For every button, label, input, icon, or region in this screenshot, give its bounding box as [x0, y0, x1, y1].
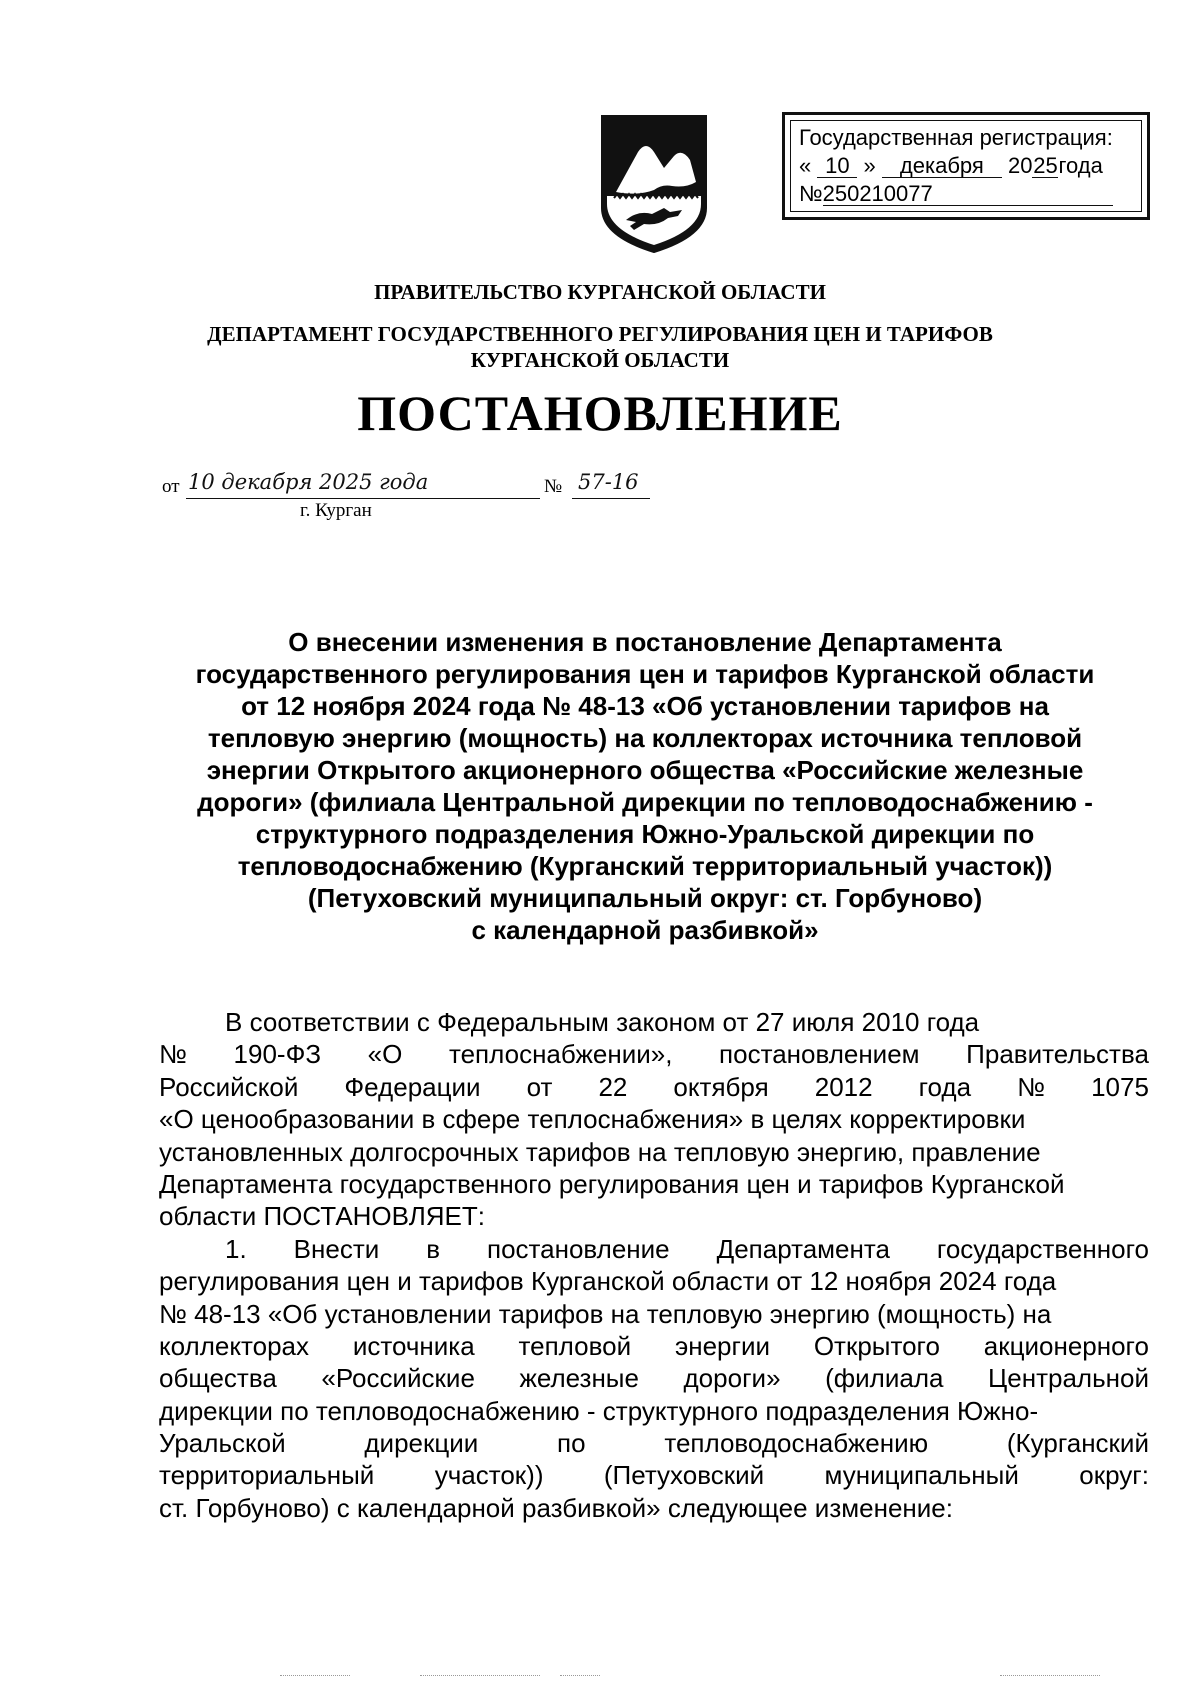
- subject-line: структурного подразделения Южно-Уральской дирекции по: [255, 819, 1035, 849]
- coat-of-arms-emblem: [598, 112, 710, 258]
- body-word: 2012: [814, 1071, 873, 1102]
- body-line: «О ценообразовании в сфере теплоснабжения» в целях корректировки: [159, 1104, 1026, 1135]
- body-word: железные: [519, 1363, 639, 1394]
- body-line-justified: [159, 1362, 1149, 1394]
- body-line-justified: [159, 1459, 1149, 1491]
- body-line: В соответствии с Федеральным законом от 27 июля 2010 года: [225, 1007, 980, 1037]
- registration-title: Государственная регистрация:: [799, 125, 1113, 150]
- body-line-justified: [159, 1427, 1149, 1459]
- date-from-label: от: [162, 476, 180, 497]
- registration-number-line: [799, 181, 1113, 207]
- department-name-line1: ДЕПАРТАМЕНТ ГОСУДАРСТВЕННОГО РЕГУЛИРОВАНИЯ ЦЕН И ТАРИФОВ: [207, 322, 993, 346]
- body-word: теплоснабжении»,: [448, 1039, 673, 1070]
- body-word: 22: [598, 1071, 628, 1102]
- body-word: октября: [673, 1071, 769, 1102]
- subject-line: (Петуховский муниципальный округ: ст. Горбуново): [307, 883, 983, 913]
- body-word: источника: [352, 1330, 475, 1361]
- city-name: г. Курган: [300, 500, 372, 521]
- scan-speckle: [420, 1675, 540, 1677]
- number-label: №: [544, 476, 563, 497]
- body-word: Уральской: [159, 1428, 286, 1459]
- document-subject-heading: [150, 626, 1140, 946]
- registration-box: [782, 112, 1150, 220]
- body-word: дирекции: [364, 1428, 479, 1459]
- body-word: акционерного: [983, 1330, 1149, 1361]
- body-word: тепловой: [518, 1330, 632, 1361]
- body-line: ст. Горбуново) с календарной разбивкой» следующее изменение:: [159, 1492, 953, 1523]
- body-word: №: [159, 1039, 187, 1070]
- body-line-justified: [159, 1233, 1149, 1265]
- body-word: коллекторах: [159, 1330, 310, 1361]
- body-word: общества: [159, 1363, 277, 1394]
- subject-line: от 12 ноября 2024 года № 48-13 «Об установлении тарифов на: [241, 691, 1049, 721]
- handwritten-date: 10 декабря 2025 года: [188, 470, 429, 494]
- body-word: Внести: [293, 1233, 380, 1264]
- body-word: территориальный: [159, 1460, 375, 1491]
- registration-quote-close: »: [863, 153, 876, 178]
- document-body: [159, 1006, 1149, 1524]
- body-word: Центральной: [988, 1363, 1149, 1394]
- body-word: округ:: [1079, 1460, 1149, 1491]
- registration-month: декабря: [882, 155, 1002, 178]
- registration-box-inner: [790, 120, 1142, 212]
- registration-day: 10: [817, 155, 857, 178]
- body-line: № 48-13 «Об установлении тарифов на тепловую энергию (мощность) на: [159, 1298, 1052, 1329]
- body-line-justified: [159, 1038, 1149, 1070]
- document-type-title: ПОСТАНОВЛЕНИЕ: [357, 385, 843, 441]
- scan-speckle: [280, 1675, 350, 1677]
- body-word: (Петуховский: [603, 1460, 765, 1491]
- scan-speckle: [1000, 1675, 1100, 1677]
- body-word: «О: [367, 1039, 403, 1070]
- body-word: Открытого: [813, 1330, 940, 1361]
- subject-line: с календарной разбивкой»: [471, 915, 819, 945]
- registration-number: 250210077: [823, 183, 1113, 206]
- body-word: постановление: [487, 1233, 670, 1264]
- subject-line: тепловодоснабжению (Курганский территориальный участок)): [237, 851, 1053, 881]
- body-word: 1.: [225, 1233, 247, 1264]
- subject-line: О внесении изменения в постановление Департамента: [288, 627, 1002, 657]
- body-word: (филиала: [825, 1363, 944, 1394]
- registration-date: [799, 153, 1103, 179]
- body-word: 1075: [1091, 1071, 1149, 1102]
- body-word: участок)): [434, 1460, 544, 1491]
- registration-year-prefix: 20: [1008, 153, 1033, 178]
- subject-line: энергии Открытого акционерного общества «Российские железные: [206, 755, 1084, 785]
- body-line: установленных долгосрочных тарифов на тепловую энергию, правление: [159, 1136, 1041, 1167]
- body-word: года: [918, 1071, 972, 1102]
- body-word: от: [526, 1071, 553, 1102]
- body-line: регулирования цен и тарифов Курганской области от 12 ноября 2024 года: [159, 1266, 1057, 1297]
- registration-number-label: №: [799, 181, 823, 206]
- body-word: Российской: [159, 1071, 299, 1102]
- body-line: Департамента государственного регулирования цен и тарифов Курганской: [159, 1168, 1065, 1199]
- subject-line: дороги» (филиала Центральной дирекции по тепловодоснабжению -: [197, 787, 1093, 817]
- body-word: энергии: [674, 1330, 771, 1361]
- body-line-justified: [159, 1330, 1149, 1362]
- body-word: «Российские: [321, 1363, 475, 1394]
- body-word: Департамента: [716, 1233, 890, 1264]
- body-word: муниципальный: [824, 1460, 1019, 1491]
- body-line-justified: [159, 1071, 1149, 1103]
- body-word: №: [1017, 1071, 1046, 1102]
- date-underline: [186, 498, 540, 499]
- subject-line: государственного регулирования цен и тарифов Курганской области: [195, 659, 1095, 689]
- registration-year-word: года: [1058, 153, 1103, 178]
- body-line: дирекции по тепловодоснабжению - структурного подразделения Южно-: [159, 1395, 1039, 1426]
- body-word: (Курганский: [1006, 1428, 1149, 1459]
- body-word: постановлением: [719, 1039, 920, 1070]
- subject-line: тепловую энергию (мощность) на коллекторах источника тепловой: [207, 723, 1083, 753]
- body-word: Федерации: [344, 1071, 481, 1102]
- registration-year-suffix: 25: [1033, 153, 1058, 178]
- handwritten-number: 57-16: [578, 470, 639, 494]
- registration-quote-open: «: [799, 153, 812, 178]
- body-word: по: [557, 1428, 586, 1459]
- body-word: дороги»: [683, 1363, 781, 1394]
- body-word: государственного: [936, 1233, 1149, 1264]
- body-word: тепловодоснабжению: [664, 1428, 929, 1459]
- number-underline: [572, 498, 650, 499]
- body-word: 190-ФЗ: [233, 1039, 322, 1070]
- government-name: ПРАВИТЕЛЬСТВО КУРГАНСКОЙ ОБЛАСТИ: [374, 280, 826, 304]
- body-line: области ПОСТАНОВЛЯЕТ:: [159, 1201, 485, 1232]
- scan-speckle: [560, 1675, 600, 1677]
- body-word: Правительства: [966, 1039, 1149, 1070]
- department-name-line2: КУРГАНСКОЙ ОБЛАСТИ: [470, 348, 730, 372]
- body-word: в: [426, 1233, 441, 1264]
